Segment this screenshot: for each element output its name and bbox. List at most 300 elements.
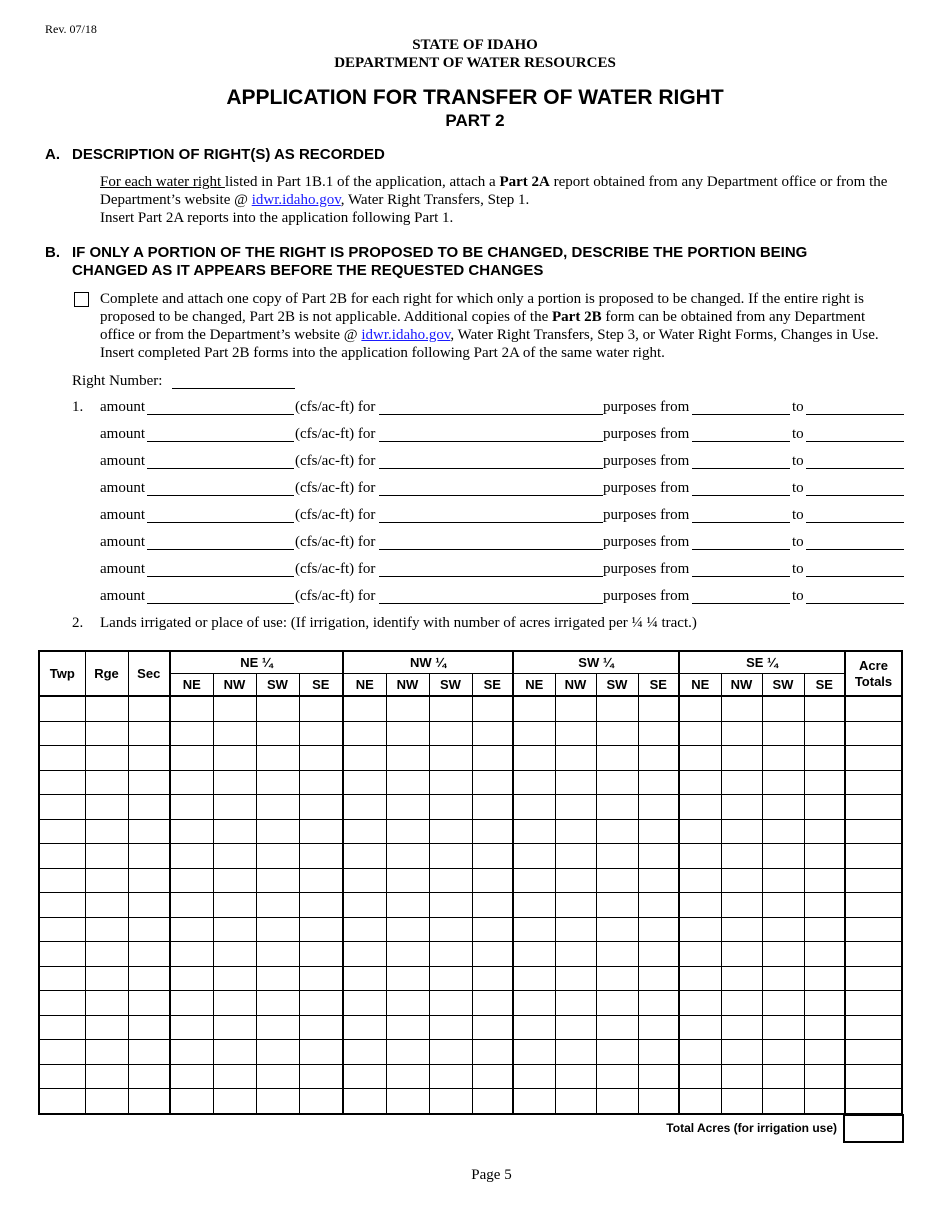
table-cell[interactable] [845, 1040, 902, 1065]
table-cell[interactable] [128, 1089, 170, 1114]
table-cell[interactable] [170, 696, 213, 721]
table-cell[interactable] [679, 795, 721, 820]
table-cell[interactable] [555, 721, 596, 746]
table-cell[interactable] [213, 721, 256, 746]
table-cell[interactable] [213, 991, 256, 1016]
table-cell[interactable] [128, 770, 170, 795]
table-cell[interactable] [804, 966, 845, 991]
from-field[interactable] [692, 399, 790, 415]
table-cell[interactable] [804, 770, 845, 795]
table-cell[interactable] [721, 819, 762, 844]
table-cell[interactable] [762, 696, 804, 721]
table-cell[interactable] [128, 991, 170, 1016]
table-cell[interactable] [386, 966, 429, 991]
table-cell[interactable] [762, 819, 804, 844]
table-cell[interactable] [299, 1015, 343, 1040]
table-cell[interactable] [721, 1089, 762, 1114]
table-cell[interactable] [721, 770, 762, 795]
table-cell[interactable] [762, 966, 804, 991]
table-cell[interactable] [386, 1040, 429, 1065]
table-cell[interactable] [213, 1089, 256, 1114]
table-cell[interactable] [213, 819, 256, 844]
table-cell[interactable] [39, 844, 85, 869]
purpose-field[interactable] [379, 399, 603, 415]
table-cell[interactable] [762, 893, 804, 918]
table-cell[interactable] [721, 1040, 762, 1065]
table-cell[interactable] [845, 770, 902, 795]
to-field[interactable] [806, 453, 904, 469]
table-cell[interactable] [256, 819, 299, 844]
table-cell[interactable] [85, 746, 128, 771]
table-cell[interactable] [638, 942, 679, 967]
table-cell[interactable] [804, 1064, 845, 1089]
table-cell[interactable] [386, 1064, 429, 1089]
table-cell[interactable] [721, 917, 762, 942]
table-cell[interactable] [679, 917, 721, 942]
table-cell[interactable] [299, 868, 343, 893]
table-cell[interactable] [39, 942, 85, 967]
table-cell[interactable] [343, 942, 386, 967]
from-field[interactable] [692, 426, 790, 442]
table-cell[interactable] [386, 1015, 429, 1040]
table-cell[interactable] [804, 893, 845, 918]
table-cell[interactable] [256, 917, 299, 942]
table-cell[interactable] [85, 844, 128, 869]
table-cell[interactable] [170, 844, 213, 869]
table-cell[interactable] [679, 1089, 721, 1114]
table-cell[interactable] [596, 991, 638, 1016]
table-cell[interactable] [386, 1089, 429, 1114]
table-cell[interactable] [213, 1040, 256, 1065]
table-cell[interactable] [804, 696, 845, 721]
table-cell[interactable] [679, 770, 721, 795]
table-cell[interactable] [128, 966, 170, 991]
table-cell[interactable] [299, 1064, 343, 1089]
table-cell[interactable] [256, 991, 299, 1016]
table-cell[interactable] [39, 991, 85, 1016]
table-cell[interactable] [85, 721, 128, 746]
table-cell[interactable] [596, 1040, 638, 1065]
table-cell[interactable] [213, 868, 256, 893]
table-cell[interactable] [804, 819, 845, 844]
table-cell[interactable] [513, 1089, 555, 1114]
table-cell[interactable] [804, 1089, 845, 1114]
table-cell[interactable] [638, 819, 679, 844]
table-cell[interactable] [679, 721, 721, 746]
table-cell[interactable] [804, 917, 845, 942]
table-cell[interactable] [845, 991, 902, 1016]
table-cell[interactable] [721, 746, 762, 771]
table-cell[interactable] [596, 893, 638, 918]
table-cell[interactable] [472, 770, 513, 795]
table-cell[interactable] [596, 1064, 638, 1089]
table-cell[interactable] [256, 966, 299, 991]
table-cell[interactable] [170, 966, 213, 991]
table-cell[interactable] [429, 819, 472, 844]
table-cell[interactable] [555, 795, 596, 820]
table-cell[interactable] [128, 1015, 170, 1040]
table-cell[interactable] [170, 1040, 213, 1065]
table-cell[interactable] [170, 893, 213, 918]
table-cell[interactable] [721, 942, 762, 967]
table-cell[interactable] [721, 696, 762, 721]
table-cell[interactable] [170, 991, 213, 1016]
table-cell[interactable] [85, 1040, 128, 1065]
table-cell[interactable] [638, 746, 679, 771]
table-cell[interactable] [555, 893, 596, 918]
table-cell[interactable] [679, 819, 721, 844]
table-cell[interactable] [596, 942, 638, 967]
table-cell[interactable] [513, 942, 555, 967]
table-cell[interactable] [343, 966, 386, 991]
table-cell[interactable] [170, 868, 213, 893]
table-cell[interactable] [596, 966, 638, 991]
table-cell[interactable] [513, 696, 555, 721]
table-cell[interactable] [39, 1015, 85, 1040]
right-number-field[interactable] [172, 373, 295, 389]
table-cell[interactable] [256, 893, 299, 918]
table-cell[interactable] [513, 795, 555, 820]
table-cell[interactable] [596, 917, 638, 942]
table-cell[interactable] [343, 893, 386, 918]
table-cell[interactable] [170, 819, 213, 844]
table-cell[interactable] [85, 893, 128, 918]
table-cell[interactable] [679, 844, 721, 869]
table-cell[interactable] [256, 1015, 299, 1040]
table-cell[interactable] [343, 1089, 386, 1114]
table-cell[interactable] [128, 746, 170, 771]
table-cell[interactable] [596, 1015, 638, 1040]
table-cell[interactable] [845, 844, 902, 869]
table-cell[interactable] [128, 893, 170, 918]
amount-field[interactable] [147, 507, 294, 523]
table-cell[interactable] [85, 1064, 128, 1089]
table-cell[interactable] [596, 746, 638, 771]
table-cell[interactable] [679, 1040, 721, 1065]
part-2b-checkbox[interactable] [74, 292, 89, 307]
table-cell[interactable] [386, 942, 429, 967]
idwr-website-link-2[interactable]: idwr.idaho.gov [361, 327, 451, 343]
table-cell[interactable] [679, 746, 721, 771]
table-cell[interactable] [513, 1040, 555, 1065]
table-cell[interactable] [845, 966, 902, 991]
table-cell[interactable] [804, 1015, 845, 1040]
table-cell[interactable] [804, 721, 845, 746]
table-cell[interactable] [213, 1064, 256, 1089]
table-cell[interactable] [638, 991, 679, 1016]
table-cell[interactable] [429, 721, 472, 746]
table-cell[interactable] [429, 1015, 472, 1040]
table-cell[interactable] [472, 1064, 513, 1089]
table-cell[interactable] [213, 1015, 256, 1040]
table-cell[interactable] [170, 1015, 213, 1040]
table-cell[interactable] [513, 917, 555, 942]
table-cell[interactable] [679, 942, 721, 967]
table-cell[interactable] [721, 966, 762, 991]
table-cell[interactable] [845, 819, 902, 844]
table-cell[interactable] [343, 917, 386, 942]
table-cell[interactable] [343, 746, 386, 771]
table-cell[interactable] [299, 746, 343, 771]
table-cell[interactable] [555, 746, 596, 771]
table-cell[interactable] [638, 1015, 679, 1040]
table-cell[interactable] [213, 770, 256, 795]
table-cell[interactable] [596, 868, 638, 893]
purpose-field[interactable] [379, 480, 603, 496]
table-cell[interactable] [429, 917, 472, 942]
table-cell[interactable] [299, 917, 343, 942]
total-acres-field[interactable] [843, 1114, 904, 1143]
table-cell[interactable] [39, 696, 85, 721]
table-cell[interactable] [256, 721, 299, 746]
table-cell[interactable] [343, 795, 386, 820]
table-cell[interactable] [472, 721, 513, 746]
table-cell[interactable] [638, 1064, 679, 1089]
table-cell[interactable] [85, 942, 128, 967]
table-cell[interactable] [638, 917, 679, 942]
table-cell[interactable] [762, 991, 804, 1016]
table-cell[interactable] [85, 1015, 128, 1040]
table-cell[interactable] [213, 893, 256, 918]
table-cell[interactable] [679, 1064, 721, 1089]
table-cell[interactable] [721, 868, 762, 893]
table-cell[interactable] [85, 917, 128, 942]
table-cell[interactable] [638, 844, 679, 869]
table-cell[interactable] [555, 991, 596, 1016]
table-cell[interactable] [721, 844, 762, 869]
table-cell[interactable] [343, 868, 386, 893]
table-cell[interactable] [721, 893, 762, 918]
table-cell[interactable] [128, 1040, 170, 1065]
table-cell[interactable] [85, 868, 128, 893]
table-cell[interactable] [39, 1064, 85, 1089]
table-cell[interactable] [596, 1089, 638, 1114]
table-cell[interactable] [213, 917, 256, 942]
table-cell[interactable] [39, 721, 85, 746]
table-cell[interactable] [513, 746, 555, 771]
table-cell[interactable] [85, 966, 128, 991]
table-cell[interactable] [128, 795, 170, 820]
table-cell[interactable] [762, 721, 804, 746]
table-cell[interactable] [85, 1089, 128, 1114]
table-cell[interactable] [299, 795, 343, 820]
table-cell[interactable] [679, 1015, 721, 1040]
table-cell[interactable] [256, 770, 299, 795]
table-cell[interactable] [762, 770, 804, 795]
table-cell[interactable] [472, 795, 513, 820]
table-cell[interactable] [128, 1064, 170, 1089]
table-cell[interactable] [679, 868, 721, 893]
table-cell[interactable] [804, 844, 845, 869]
table-cell[interactable] [429, 1040, 472, 1065]
table-cell[interactable] [343, 819, 386, 844]
table-cell[interactable] [472, 1040, 513, 1065]
table-cell[interactable] [128, 917, 170, 942]
table-cell[interactable] [721, 721, 762, 746]
from-field[interactable] [692, 561, 790, 577]
table-cell[interactable] [845, 1064, 902, 1089]
table-cell[interactable] [555, 868, 596, 893]
table-cell[interactable] [299, 844, 343, 869]
table-cell[interactable] [555, 1064, 596, 1089]
table-cell[interactable] [555, 819, 596, 844]
table-cell[interactable] [513, 893, 555, 918]
table-cell[interactable] [804, 942, 845, 967]
amount-field[interactable] [147, 399, 294, 415]
table-cell[interactable] [299, 721, 343, 746]
table-cell[interactable] [128, 721, 170, 746]
table-cell[interactable] [845, 917, 902, 942]
table-cell[interactable] [170, 721, 213, 746]
table-cell[interactable] [213, 844, 256, 869]
table-cell[interactable] [39, 893, 85, 918]
from-field[interactable] [692, 534, 790, 550]
to-field[interactable] [806, 561, 904, 577]
table-cell[interactable] [555, 1089, 596, 1114]
table-cell[interactable] [386, 770, 429, 795]
table-cell[interactable] [638, 1089, 679, 1114]
table-cell[interactable] [762, 942, 804, 967]
table-cell[interactable] [299, 942, 343, 967]
table-cell[interactable] [256, 696, 299, 721]
table-cell[interactable] [472, 819, 513, 844]
table-cell[interactable] [596, 795, 638, 820]
table-cell[interactable] [555, 696, 596, 721]
table-cell[interactable] [513, 721, 555, 746]
table-cell[interactable] [555, 844, 596, 869]
table-cell[interactable] [256, 746, 299, 771]
to-field[interactable] [806, 588, 904, 604]
table-cell[interactable] [513, 991, 555, 1016]
table-cell[interactable] [472, 696, 513, 721]
table-cell[interactable] [429, 795, 472, 820]
table-cell[interactable] [845, 868, 902, 893]
table-cell[interactable] [555, 917, 596, 942]
table-cell[interactable] [762, 844, 804, 869]
table-cell[interactable] [170, 795, 213, 820]
table-cell[interactable] [343, 1015, 386, 1040]
table-cell[interactable] [213, 795, 256, 820]
table-cell[interactable] [213, 942, 256, 967]
table-cell[interactable] [513, 966, 555, 991]
table-cell[interactable] [256, 795, 299, 820]
table-cell[interactable] [762, 795, 804, 820]
purpose-field[interactable] [379, 426, 603, 442]
table-cell[interactable] [429, 868, 472, 893]
table-cell[interactable] [472, 893, 513, 918]
from-field[interactable] [692, 453, 790, 469]
table-cell[interactable] [299, 966, 343, 991]
table-cell[interactable] [299, 1040, 343, 1065]
table-cell[interactable] [845, 746, 902, 771]
table-cell[interactable] [343, 844, 386, 869]
table-cell[interactable] [39, 966, 85, 991]
table-cell[interactable] [513, 1064, 555, 1089]
table-cell[interactable] [386, 868, 429, 893]
table-cell[interactable] [256, 942, 299, 967]
table-cell[interactable] [299, 696, 343, 721]
table-cell[interactable] [343, 696, 386, 721]
table-cell[interactable] [39, 795, 85, 820]
table-cell[interactable] [170, 1064, 213, 1089]
amount-field[interactable] [147, 534, 294, 550]
table-cell[interactable] [39, 1040, 85, 1065]
table-cell[interactable] [555, 1015, 596, 1040]
purpose-field[interactable] [379, 453, 603, 469]
table-cell[interactable] [299, 893, 343, 918]
table-cell[interactable] [472, 966, 513, 991]
table-cell[interactable] [804, 746, 845, 771]
table-cell[interactable] [85, 991, 128, 1016]
table-cell[interactable] [513, 819, 555, 844]
to-field[interactable] [806, 534, 904, 550]
table-cell[interactable] [85, 696, 128, 721]
table-cell[interactable] [513, 1015, 555, 1040]
table-cell[interactable] [638, 770, 679, 795]
to-field[interactable] [806, 507, 904, 523]
table-cell[interactable] [343, 1064, 386, 1089]
table-cell[interactable] [679, 696, 721, 721]
purpose-field[interactable] [379, 507, 603, 523]
table-cell[interactable] [638, 893, 679, 918]
table-cell[interactable] [299, 1089, 343, 1114]
table-cell[interactable] [39, 1089, 85, 1114]
table-cell[interactable] [513, 868, 555, 893]
amount-field[interactable] [147, 480, 294, 496]
table-cell[interactable] [845, 696, 902, 721]
purpose-field[interactable] [379, 534, 603, 550]
table-cell[interactable] [845, 721, 902, 746]
table-cell[interactable] [343, 991, 386, 1016]
idwr-website-link[interactable]: idwr.idaho.gov [251, 192, 341, 208]
table-cell[interactable] [256, 844, 299, 869]
table-cell[interactable] [85, 795, 128, 820]
table-cell[interactable] [39, 770, 85, 795]
table-cell[interactable] [472, 1015, 513, 1040]
table-cell[interactable] [343, 1040, 386, 1065]
table-cell[interactable] [721, 1015, 762, 1040]
table-cell[interactable] [596, 721, 638, 746]
table-cell[interactable] [386, 696, 429, 721]
table-cell[interactable] [213, 966, 256, 991]
table-cell[interactable] [429, 844, 472, 869]
table-cell[interactable] [429, 746, 472, 771]
table-cell[interactable] [845, 1015, 902, 1040]
table-cell[interactable] [256, 868, 299, 893]
table-cell[interactable] [804, 868, 845, 893]
table-cell[interactable] [638, 721, 679, 746]
table-cell[interactable] [386, 893, 429, 918]
table-cell[interactable] [429, 893, 472, 918]
table-cell[interactable] [472, 991, 513, 1016]
from-field[interactable] [692, 480, 790, 496]
table-cell[interactable] [721, 991, 762, 1016]
table-cell[interactable] [343, 770, 386, 795]
table-cell[interactable] [386, 917, 429, 942]
table-cell[interactable] [429, 770, 472, 795]
amount-field[interactable] [147, 453, 294, 469]
table-cell[interactable] [762, 1015, 804, 1040]
table-cell[interactable] [256, 1040, 299, 1065]
table-cell[interactable] [596, 696, 638, 721]
table-cell[interactable] [128, 942, 170, 967]
table-cell[interactable] [299, 770, 343, 795]
table-cell[interactable] [804, 795, 845, 820]
table-cell[interactable] [804, 991, 845, 1016]
table-cell[interactable] [472, 1089, 513, 1114]
table-cell[interactable] [762, 917, 804, 942]
table-cell[interactable] [555, 770, 596, 795]
